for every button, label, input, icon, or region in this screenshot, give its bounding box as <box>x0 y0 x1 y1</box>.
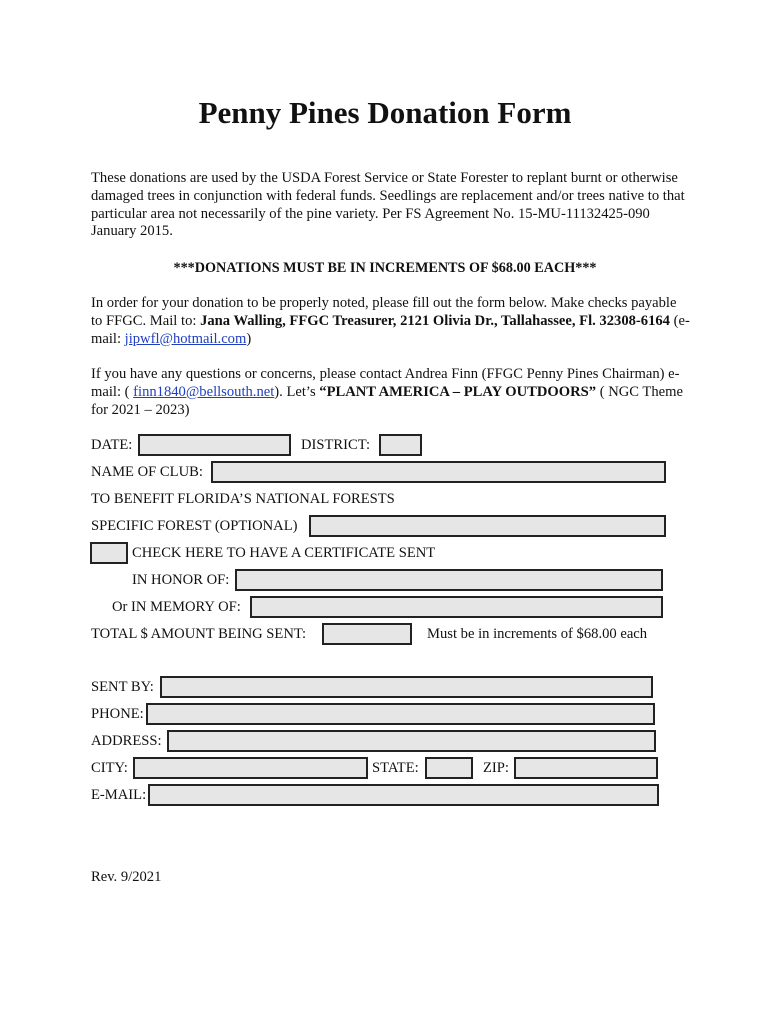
state-field[interactable] <box>425 757 473 779</box>
mailing-lead: In order for your donation to be properly noted, please fill out the form below. Make checks payable to FFGC. Mail to: <box>91 295 677 329</box>
mailing-paragraph <box>91 295 691 348</box>
sent-by-field[interactable] <box>160 676 653 698</box>
district-field[interactable] <box>379 434 422 456</box>
zip-field[interactable] <box>514 757 658 779</box>
theme-note: ( NGC Theme for 2021 – 2023) <box>91 383 683 418</box>
club-name-field[interactable] <box>211 461 666 483</box>
address-label: ADDRESS: <box>91 733 162 749</box>
intro-paragraph: These donations are used by the USDA Forest Service or State Forester to replant burnt or otherwise damaged trees in conjunction with federal funds. Seedlings are replacement and/or trees native to that particular area not necessarily of the pine variety. Per FS Agreement No. 15-MU-11132425-090 January 2015. <box>91 170 685 240</box>
honor-field[interactable] <box>235 569 663 591</box>
chairman-email-link[interactable]: finn1840@bellsouth.net <box>133 383 275 400</box>
zip-label: ZIP: <box>483 760 509 776</box>
address-field[interactable] <box>167 730 656 752</box>
sent-by-label: SENT BY: <box>91 679 154 695</box>
contact-lead: If you have any questions or concerns, please contact Andrea Finn (FFGC Penny Pines Chairman) e-mail: ( <box>91 366 680 400</box>
specific-forest-label: SPECIFIC FOREST (OPTIONAL) <box>91 518 298 534</box>
benefit-label: TO BENEFIT FLORIDA’S NATIONAL FORESTS <box>91 491 395 507</box>
date-label: DATE: <box>91 437 133 453</box>
mail-email-suffix: ) <box>246 330 252 347</box>
total-amount-label: TOTAL $ AMOUNT BEING SENT: <box>91 626 307 642</box>
treasurer-address: Jana Walling, FFGC Treasurer, 2121 Olivia Dr., Tallahassee, Fl. 32308-6164 <box>200 312 670 329</box>
certificate-label: CHECK HERE TO HAVE A CERTIFICATE SENT <box>132 545 436 561</box>
total-amount-field[interactable] <box>322 623 412 645</box>
contact-paragraph <box>91 366 691 419</box>
phone-label: PHONE: <box>91 706 144 722</box>
revision-note: Rev. 9/2021 <box>91 869 162 885</box>
total-amount-note: Must be in increments of $68.00 each <box>427 626 648 642</box>
email-field[interactable] <box>148 784 659 806</box>
memory-label: Or IN MEMORY OF: <box>112 599 241 615</box>
certificate-checkbox[interactable] <box>90 542 128 564</box>
phone-field[interactable] <box>146 703 655 725</box>
memory-field[interactable] <box>250 596 663 618</box>
increment-notice: ***DONATIONS MUST BE IN INCREMENTS OF $68.00 EACH*** <box>173 260 597 276</box>
specific-forest-field[interactable] <box>309 515 666 537</box>
contact-mid: ). Let’s <box>274 383 320 400</box>
city-label: CITY: <box>91 760 128 776</box>
honor-label: IN HONOR OF: <box>132 572 230 588</box>
theme-slogan: “PLANT AMERICA – PLAY OUTDOORS” <box>319 383 597 400</box>
treasurer-email-link[interactable]: jipwfl@hotmail.com <box>124 330 247 347</box>
date-field[interactable] <box>138 434 291 456</box>
mail-email-prefix: (e-mail: <box>91 312 690 347</box>
city-field[interactable] <box>133 757 368 779</box>
club-name-label: NAME OF CLUB: <box>91 464 203 480</box>
email-label: E-MAIL: <box>91 787 147 803</box>
district-label: DISTRICT: <box>301 437 370 453</box>
page-title: Penny Pines Donation Form <box>198 95 572 130</box>
state-label: STATE: <box>372 760 419 776</box>
